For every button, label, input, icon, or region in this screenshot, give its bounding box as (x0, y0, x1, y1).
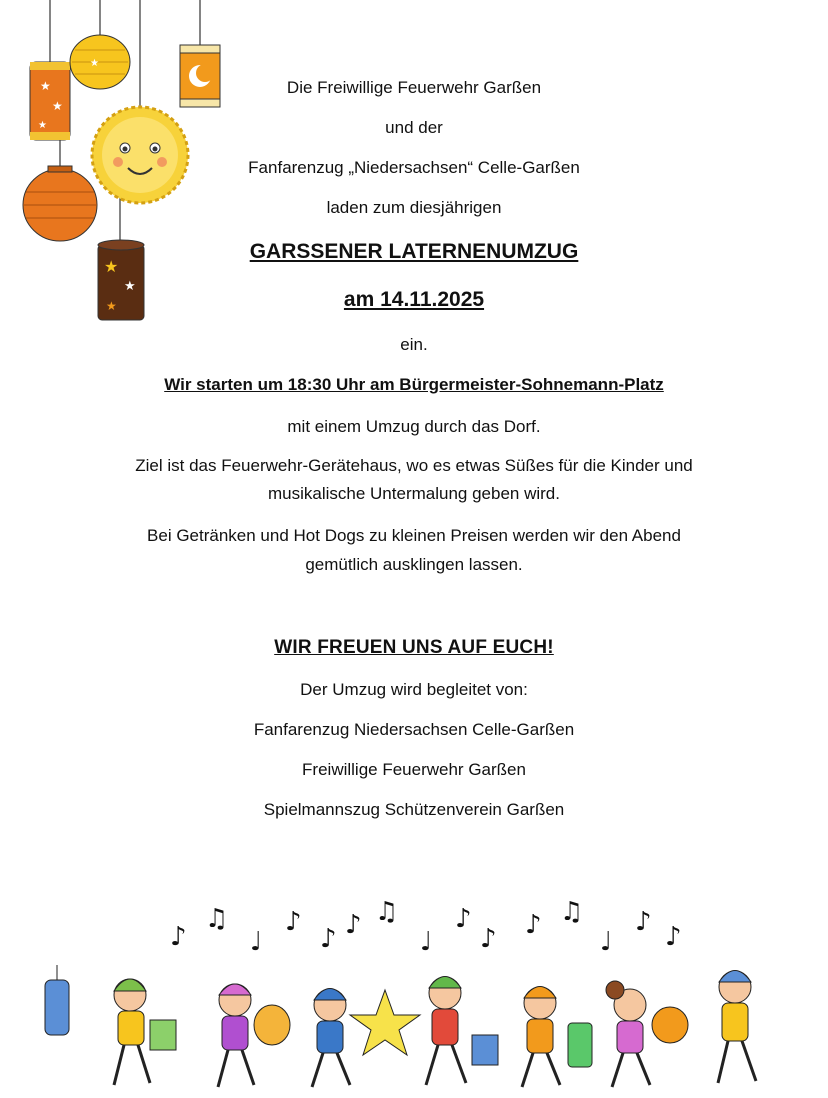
goal-info-2: musikalische Untermalung geben wird. (268, 484, 560, 503)
route-info: mit einem Umzug durch das Dorf. (287, 417, 541, 436)
intro-line-fire-brigade: Die Freiwillige Feuerwehr Garßen (286, 78, 542, 97)
svg-text:★: ★ (40, 79, 51, 93)
group-feuerwehr: Freiwillige Feuerwehr Garßen (302, 760, 526, 779)
child-3 (312, 989, 420, 1088)
svg-text:♪: ♪ (525, 910, 542, 940)
goal-info-1: Ziel ist das Feuerwehr-Gerätehaus, wo es etwas Süßes für die Kinder und (135, 456, 693, 475)
svg-text:♩: ♩ (600, 927, 613, 957)
svg-text:♪: ♪ (285, 907, 302, 937)
svg-text:♪: ♪ (635, 907, 652, 937)
svg-text:♪: ♪ (170, 922, 187, 952)
svg-text:★: ★ (104, 259, 119, 276)
group-fanfarenzug: Fanfarenzug Niedersachsen Celle-Garßen (253, 720, 575, 739)
music-notes (170, 897, 682, 957)
intro-line-fanfare: Fanfarenzug „Niedersachsen“ Celle-Garßen (248, 158, 580, 177)
drinks-info-1: Bei Getränken und Hot Dogs zu kleinen Preisen werden wir den Abend (147, 526, 681, 545)
svg-text:♪: ♪ (665, 922, 682, 952)
svg-text:♪: ♪ (455, 904, 472, 934)
child-5 (522, 987, 592, 1088)
svg-text:★: ★ (106, 299, 117, 313)
group-spielmannszug: Spielmannszug Schützenverein Garßen (263, 800, 565, 819)
svg-text:♪: ♪ (480, 924, 497, 954)
child-6 (606, 981, 688, 1087)
svg-text:★: ★ (124, 278, 136, 293)
child-1 (45, 965, 176, 1085)
svg-text:♩: ♩ (420, 927, 433, 957)
svg-text:♪: ♪ (320, 924, 337, 954)
intro-line-and: und der (385, 118, 443, 137)
svg-text:♫: ♫ (205, 904, 229, 934)
svg-text:♪: ♪ (345, 910, 362, 940)
child-7 (718, 971, 756, 1084)
svg-text:★: ★ (52, 99, 63, 113)
intro-line-invite: laden zum diesjährigen (326, 198, 502, 217)
svg-text:♫: ♫ (560, 897, 584, 927)
svg-text:♩: ♩ (250, 927, 263, 957)
children-lantern-parade-illustration (40, 895, 800, 1095)
event-headline: GARSSENER LATERNENUMZUG (249, 240, 579, 263)
drinks-info-2: gemütlich ausklingen lassen. (305, 555, 523, 574)
child-4 (426, 977, 498, 1086)
svg-text:★: ★ (38, 120, 47, 131)
event-date: am 14.11.2025 (343, 288, 485, 311)
svg-text:♫: ♫ (375, 897, 399, 927)
start-info: Wir starten um 18:30 Uhr am Bürgermeister-Sohnemann-Platz (164, 375, 664, 394)
svg-text:★: ★ (90, 58, 99, 69)
intro-line-ein: ein. (400, 335, 428, 354)
cheer-headline: WIR FREUEN UNS AUF EUCH! (274, 637, 554, 658)
accompanied-by: Der Umzug wird begleitet von: (300, 680, 528, 699)
child-2 (218, 984, 290, 1087)
